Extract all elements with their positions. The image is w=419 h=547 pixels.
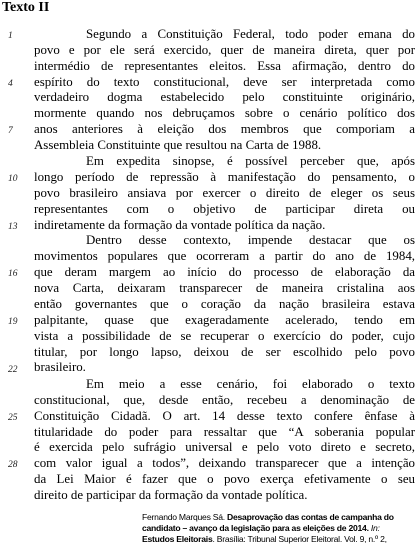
passage-line: Segundo a Constituição Federal, todo poder emana do: [86, 27, 415, 41]
line-number: 13: [8, 222, 18, 232]
passage-line: representantes com o objetivo de participar direta ou: [34, 202, 415, 216]
passage-line: anos anteriores à eleição dos membros que comporiam a: [34, 122, 415, 136]
text-heading: Texto II: [2, 0, 50, 15]
credit-publisher: . Brasília: Tribunal Superior Eleitoral. Vol. 9, n.º 2,: [212, 534, 387, 544]
line-number: 28: [8, 460, 18, 470]
passage-line: movimentos populares que ocorreram a partir do ano de 1984,: [34, 249, 415, 263]
line-number: 19: [8, 317, 18, 327]
passage-line: Em meio a esse cenário, foi elaborado o texto: [86, 377, 415, 391]
passage-line: que deram margem ao início do processo de elaboração da: [34, 265, 415, 279]
passage-line: mormente quando nos debruçamos sobre o cenário político dos: [34, 106, 415, 120]
passage-line: indiretamente da formação da vontade política da nação.: [34, 218, 326, 232]
passage-line: Assembleia Constituinte que resultou na Carta de 1988.: [34, 138, 322, 152]
passage-line: povo brasileiro ansiava por exercer o direito de eleger os seus: [34, 186, 415, 200]
line-number: 22: [8, 365, 18, 375]
line-number: 25: [8, 413, 18, 423]
credit-in-label: In:: [370, 523, 380, 533]
passage-line: constitucional, que, desde então, recebeu a denominação de: [34, 393, 415, 407]
passage-line: direito de participar da formação da vontade política.: [34, 488, 308, 502]
credit-source: Estudos Eleitorais: [142, 534, 213, 544]
passage-line: intermédio de representantes eleitos. Essa afirmação, dentro do: [34, 59, 415, 73]
line-number: 16: [8, 269, 18, 279]
passage-line: palpitante, quase que exageradamente acelerado, tendo em: [34, 313, 415, 327]
passage-line: verdadeiro dogma estabelecido pelo constituinte originário,: [34, 90, 415, 104]
passage-line: povo e por ele será exercido, quer de maneira direta, quer por: [34, 43, 415, 57]
passage-line: espírito do texto constitucional, deve ser interpretada como: [34, 75, 415, 89]
passage-line: nova Carta, deixaram transparecer de maneira cristalina aos: [34, 281, 415, 295]
passage-line: titularidade do poder para ressaltar que “A soberania popular: [34, 425, 415, 439]
credit-title: Desaprovação das contas de campanha do: [227, 512, 394, 522]
credit-title: candidato – avanço da legislação para as eleições de 2014.: [142, 523, 369, 533]
passage-line: com valor igual a todos”, deixando transparecer que a intenção: [34, 456, 415, 470]
line-number: 10: [8, 174, 18, 184]
passage-line: é exercida pelo sufrágio universal e pelo voto direto e secreto,: [34, 440, 415, 454]
passage-line: então governantes que o coração da nação brasileira estava: [34, 297, 415, 311]
passage-line: Dentro desse contexto, impende destacar que os: [86, 233, 415, 247]
passage-line: Constituição Cidadã. O art. 14 desse texto confere ênfase à: [34, 409, 415, 423]
source-credit: [142, 523, 417, 534]
passage-line: titular, por longo lapso, deixou de ser escolhido pelo povo: [34, 345, 415, 359]
line-number: 1: [8, 31, 13, 41]
line-number: 7: [8, 126, 13, 136]
passage-line: brasileiro.: [34, 360, 86, 374]
line-number: 4: [8, 79, 13, 89]
passage-line: vista a possibilidade de se recuperar o exercício do poder, cujo: [34, 329, 415, 343]
source-credit: [142, 534, 417, 545]
source-credit: [142, 512, 417, 523]
passage-line: longo período de repressão à manifestação do pensamento, o: [34, 170, 415, 184]
passage-line: da Lei Maior é fazer que o povo exerça efetivamente o seu: [34, 472, 415, 486]
credit-author: Fernando Marques Sá.: [142, 512, 225, 522]
passage-line: Em expedita sinopse, é possível perceber que, após: [86, 154, 415, 168]
